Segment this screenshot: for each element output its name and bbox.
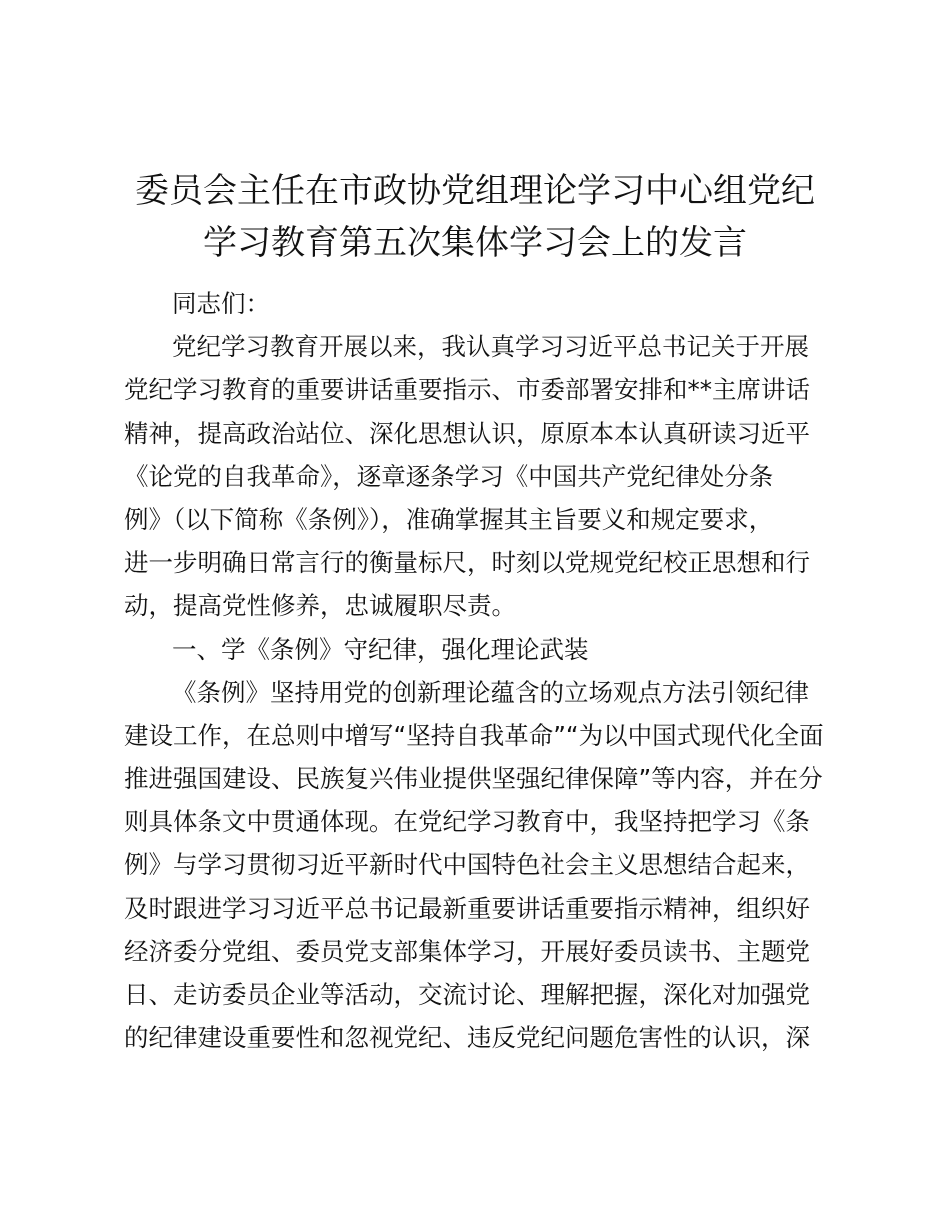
salutation: 同志们： [172, 289, 270, 318]
paragraph-2-line-2: 建设工作，在总则中增写“坚持自我革命”“为以中国式现代化全面 [124, 720, 824, 750]
paragraph-2-line-3: 推进强国建设、民族复兴伟业提供坚强纪律保障”等内容，并在分 [124, 764, 823, 794]
paragraph-1-line-1: 党纪学习教育开展以来，我认真学习习近平总书记关于开展 [172, 332, 809, 362]
document-title [110, 165, 840, 269]
paragraph-2-line-9: 的纪律建设重要性和忽视党纪、违反党纪问题危害性的认识，深 [124, 1023, 810, 1053]
paragraph-1-line-6: 进一步明确日常言行的衡量标尺，时刻以党规党纪校正思想和行 [124, 548, 810, 578]
paragraph-2-line-8: 日、走访委员企业等活动，交流讨论、理解把握，深化对加强党 [124, 980, 810, 1009]
title-line-2: 学习教育第五次集体学习会上的发言 [203, 223, 747, 263]
section-heading-1: 一、学《条例》守纪律，强化理论武装 [172, 634, 589, 664]
paragraph-1-line-2: 党纪学习教育的重要讲话重要指示、市委部署安排和**主席讲话 [124, 375, 810, 405]
paragraph-2-line-6: 及时跟进学习习近平总书记最新重要讲话重要指示精神，组织好 [124, 893, 810, 923]
paragraph-2-line-7: 经济委分党组、委员党支部集体学习，开展好委员读书、主题党 [124, 936, 810, 966]
paragraph-1-line-5: 例》（以下简称《条例》），准确掌握其主旨要义和规定要求， [124, 504, 774, 534]
paragraph-2-line-5: 例》与学习贯彻习近平新时代中国特色社会主义思想结合起来， [124, 850, 810, 880]
title-line-1: 委员会主任在市政协党组理论学习中心组党纪 [135, 171, 815, 211]
paragraph-2-line-4: 则具体条文中贯通体现。在党纪学习教育中，我坚持把学习《条 [124, 807, 810, 837]
paragraph-1-line-3: 精神，提高政治站位、深化思想认识，原原本本认真研读习近平 [124, 418, 810, 448]
document-body [124, 282, 836, 1059]
paragraph-1-line-7: 动，提高党性修养，忠诚履职尽责。 [124, 591, 516, 621]
paragraph-1-line-4: 《论党的自我革命》，逐章逐条学习《中国共产党纪律处分条 [124, 461, 774, 491]
paragraph-2-line-1: 《条例》坚持用党的创新理论蕴含的立场观点方法引领纪律 [172, 677, 809, 707]
